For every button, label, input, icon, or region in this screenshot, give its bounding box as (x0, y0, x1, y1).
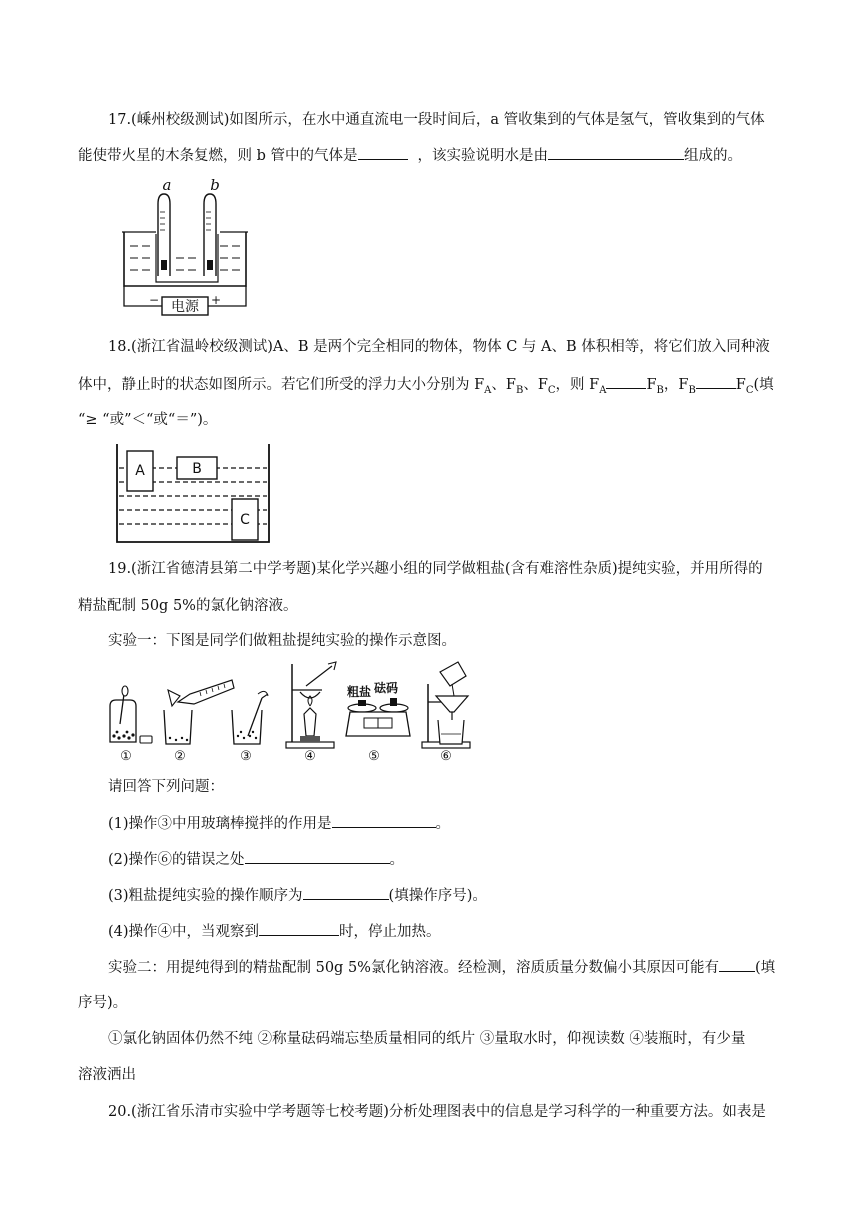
object-b-label: B (192, 461, 202, 477)
q19-experiment2 (108, 957, 775, 978)
buoyancy-figure (113, 442, 273, 546)
tube-a-label: a (162, 176, 172, 194)
tube-b-label: b (210, 176, 220, 194)
operation-label-3: ③ (240, 749, 252, 764)
q17-blank-1[interactable] (358, 145, 408, 160)
q17-line2 (78, 145, 742, 166)
q17-text-a: 能使带火星的木条复燃，则 b 管中的气体是 (78, 148, 358, 164)
balance-salt-label: 粗盐 (347, 685, 372, 699)
q17-text-c: 组成的。 (684, 148, 742, 164)
q18-sep1: 、F (491, 377, 516, 393)
q18-text-f: (填 (753, 377, 774, 393)
minus-sign: − (148, 293, 160, 307)
q19-sub4 (108, 921, 441, 942)
q19-sub2 (108, 849, 404, 870)
q19-blank-4[interactable] (259, 921, 339, 936)
q19-line1: 19.(浙江省德清县第二中学考题)某化学兴趣小组的同学做粗盐(含有难溶性杂质)提纯实验，并用所得的 (108, 561, 763, 577)
q18-sub-a2: A (599, 384, 607, 396)
q19-sub3-end: (填操作序号)。 (388, 888, 487, 904)
q20-line1: 20.(浙江省乐清市实验中学考题等七校考题)分析处理图表中的信息是学习科学的一种重要方法。如表是 (108, 1104, 766, 1120)
power-source-label: 电源 (171, 299, 199, 315)
q19-sub1-end: 。 (435, 816, 451, 832)
q19-sub3 (108, 885, 487, 906)
operation-label-4: ④ (304, 749, 316, 764)
q19-sub3-text: (3)粗盐提纯实验的操作顺序为 (108, 888, 303, 904)
plus-sign: + (210, 293, 222, 307)
q19-line2: 精盐配制 50g 5%的氯化钠溶液。 (78, 598, 298, 614)
q18-sep2: 、F (523, 377, 548, 393)
q19-sub4-end: 时，停止加热。 (339, 924, 441, 940)
object-c-label: C (240, 512, 250, 528)
q18-line3: “≥ “或”＜“或“＝”)。 (78, 412, 218, 428)
q19-experiment2-cont: 序号)。 (78, 995, 128, 1011)
q18-text-d: ，F (663, 377, 689, 393)
q18-blank-1[interactable] (606, 374, 646, 389)
q19-prompt: 请回答下列问题： (108, 779, 224, 795)
operation-label-1: ① (120, 749, 132, 764)
q18-sub-c1: C (547, 384, 556, 396)
q18-sub-b1: B (515, 384, 524, 396)
q19-sub4-text: (4)操作④中，当观察到 (108, 924, 260, 940)
q19-blank-3[interactable] (303, 885, 389, 900)
q18-line2 (78, 374, 774, 395)
q18-blank-2[interactable] (696, 374, 736, 389)
q19-exp2-text: 实验二：用提纯得到的精盐配制 50g 5%氯化钠溶液。经检测，溶质质量分数偏小其原因可能有 (108, 960, 719, 976)
q18-text-b: ，则 F (555, 377, 600, 393)
q19-blank-2[interactable] (245, 849, 390, 864)
q19-options-line1: ①氯化钠固体仍然不纯 ②称量砝码端忘垫质量相同的纸片 ③量取水时，仰视读数 ④装瓶时，有少量 (108, 1031, 746, 1047)
operation-label-6: ⑥ (440, 749, 452, 764)
q19-blank-5[interactable] (719, 957, 755, 972)
q17-blank-2[interactable] (548, 145, 684, 160)
q19-exp2-fill: (填 (754, 960, 776, 976)
q18-sub-c2: C (745, 384, 754, 396)
q18-sub-a1: A (484, 384, 492, 396)
q18-sub-b3: B (688, 384, 696, 396)
q18-text-c: F (646, 377, 657, 393)
q18-sub-b2: B (656, 384, 664, 396)
q19-sub2-end: 。 (389, 852, 405, 868)
object-a-label: A (135, 463, 145, 479)
q19-sub2-text: (2)操作⑥的错误之处 (108, 852, 245, 868)
electrolysis-figure (120, 176, 250, 320)
q17-line1: 17.(嵊州校级测试)如图所示，在水中通直流电一段时间后，a 管收集到的气体是氢气，管收集到的气体 (108, 112, 765, 128)
q19-sub1-text: (1)操作③中用玻璃棒搅拌的作用是 (108, 816, 332, 832)
q19-experiment1: 实验一：下图是同学们做粗盐提纯实验的操作示意图。 (108, 633, 456, 649)
q19-sub1 (108, 813, 450, 834)
q17-text-b: ，该实验说明水是由 (417, 148, 548, 164)
q18-line1: 18.(浙江省温岭校级测试)A、B 是两个完全相同的物体，物体 C 与 A、B 体积相等，将它们放入同种液 (108, 339, 770, 355)
q18-text-a: 体中，静止时的状态如图所示。若它们所受的浮力大小分别为 F (78, 377, 485, 393)
q19-blank-1[interactable] (332, 813, 436, 828)
operation-label-5: ⑤ (368, 749, 380, 764)
operation-label-2: ② (174, 749, 186, 764)
salt-purification-figure (100, 658, 480, 764)
balance-weight-label: 砝码 (374, 681, 399, 695)
q18-text-e: F (735, 377, 746, 393)
q19-options-line2: 溶液洒出 (78, 1067, 136, 1083)
